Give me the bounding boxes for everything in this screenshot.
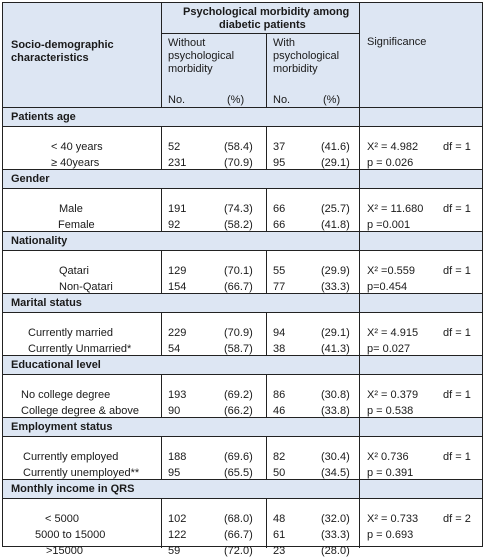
with-count: 66 [273, 219, 286, 231]
with-count: 50 [273, 467, 286, 479]
without-count: 92 [168, 219, 181, 231]
with-count: 37 [273, 141, 286, 153]
with-count: 82 [273, 451, 286, 463]
row-label: Male [59, 203, 83, 215]
without-percent: (69.6) [224, 451, 253, 463]
with-percent: (30.8) [321, 389, 350, 401]
section-title-background [3, 170, 482, 188]
significance-value: p = 0.026 [367, 157, 414, 169]
significance-value: p =0.001 [367, 219, 411, 231]
vline-body-left [161, 250, 162, 293]
vline-body-left [161, 126, 162, 169]
row-label: Currently married [28, 327, 113, 339]
without-percent: (70.1) [224, 265, 253, 277]
header-socio-line1: Socio-demographic [11, 39, 114, 51]
row-label: < 5000 [45, 513, 79, 525]
without-count: 188 [168, 451, 187, 463]
significance-value: p= 0.027 [367, 343, 411, 355]
vline-body-left [161, 498, 162, 548]
significance-value: X² = 4.982 [367, 141, 419, 153]
vline-body-middle [266, 250, 267, 293]
header-morbidity-line1: Psychological morbidity among [183, 6, 350, 18]
hline-section-title [3, 188, 482, 189]
header-with-line2: psychological [273, 50, 340, 62]
hline-header-sub [161, 33, 360, 34]
without-count: 54 [168, 343, 181, 355]
significance-value: X² = 11.680 [367, 203, 424, 215]
header-without-pct: (%) [227, 94, 245, 106]
row-label: Currently employed [23, 451, 119, 463]
section-title: Marital status [11, 297, 82, 309]
degrees-of-freedom: df = 1 [443, 203, 471, 215]
without-count: 154 [168, 281, 187, 293]
vline-header-right [359, 3, 360, 107]
with-count: 46 [273, 405, 286, 417]
header-without-no: No. [168, 94, 186, 106]
without-count: 193 [168, 389, 187, 401]
with-percent: (33.3) [321, 281, 350, 293]
with-percent: (32.0) [321, 513, 350, 525]
header-with-line3: morbidity [273, 63, 318, 75]
vline-body-middle [266, 312, 267, 355]
vline-body-middle [266, 436, 267, 479]
with-count: 48 [273, 513, 286, 525]
degrees-of-freedom: df = 2 [443, 513, 471, 525]
significance-value: X² = 4.915 [367, 327, 419, 339]
without-percent: (69.2) [224, 389, 253, 401]
section-title: Nationality [11, 235, 68, 247]
section-title-background [3, 232, 482, 250]
vline-body-right [359, 355, 360, 417]
with-count: 86 [273, 389, 286, 401]
without-percent: (68.0) [224, 513, 253, 525]
without-percent: (66.7) [224, 529, 253, 541]
vline-body-left [161, 374, 162, 417]
vline-body-middle [266, 498, 267, 548]
without-percent: (70.9) [224, 157, 253, 169]
hline-section-title [3, 126, 482, 127]
without-count: 229 [168, 327, 187, 339]
hline-section-title [3, 374, 482, 375]
header-significance: Significance [367, 36, 427, 48]
row-label: ≥ 40years [51, 157, 100, 169]
without-count: 191 [168, 203, 187, 215]
header-socio-line2: characteristics [11, 52, 89, 64]
hline-section-title [3, 312, 482, 313]
without-count: 90 [168, 405, 181, 417]
data-table [2, 2, 483, 557]
without-percent: (58.4) [224, 141, 253, 153]
section-title: Educational level [11, 359, 101, 371]
row-label: 5000 to 15000 [35, 529, 106, 541]
with-percent: (29.1) [321, 327, 350, 339]
header-morbidity-line2: diabetic patients [219, 19, 306, 31]
significance-value: p = 0.391 [367, 467, 414, 479]
vline-body-right [359, 417, 360, 479]
vline-body-right [359, 293, 360, 355]
hline-section-title [3, 436, 482, 437]
with-percent: (41.3) [321, 343, 350, 355]
vline-header-middle [266, 33, 267, 107]
vline-body-middle [266, 188, 267, 231]
header-with-no: No. [273, 94, 291, 106]
significance-value: p = 0.693 [367, 529, 414, 541]
with-count: 66 [273, 203, 286, 215]
vline-body-left [161, 188, 162, 231]
header-with-line1: With [273, 37, 295, 49]
vline-body-right [359, 107, 360, 169]
row-label: No college degree [21, 389, 111, 401]
significance-value: X² = 0.733 [367, 513, 419, 525]
without-count: 102 [168, 513, 187, 525]
vline-body-right [359, 479, 360, 548]
without-percent: (58.7) [224, 343, 253, 355]
with-percent: (33.3) [321, 529, 350, 541]
without-count: 52 [168, 141, 181, 153]
vline-body-right [359, 231, 360, 293]
vline-body-left [161, 312, 162, 355]
degrees-of-freedom: df = 1 [443, 327, 471, 339]
without-percent: (70.9) [224, 327, 253, 339]
without-percent: (66.7) [224, 281, 253, 293]
significance-value: p = 0.538 [367, 405, 414, 417]
header-with-pct: (%) [323, 94, 341, 106]
without-count: 231 [168, 157, 187, 169]
hline-section-title [3, 250, 482, 251]
with-percent: (34.5) [321, 467, 350, 479]
without-count: 129 [168, 265, 187, 277]
degrees-of-freedom: df = 1 [443, 451, 471, 463]
vline-header-left [161, 3, 162, 107]
significance-value: X² 0.736 [367, 451, 409, 463]
with-percent: (29.9) [321, 265, 350, 277]
with-count: 23 [273, 545, 286, 557]
vline-body-middle [266, 374, 267, 417]
header-without-line2: psychological [168, 50, 235, 62]
significance-value: X² =0.559 [367, 265, 416, 277]
without-count: 59 [168, 545, 181, 557]
with-count: 55 [273, 265, 286, 277]
row-label: Female [58, 219, 95, 231]
row-label: Qatari [59, 265, 89, 277]
vline-body-right [359, 169, 360, 231]
without-count: 122 [168, 529, 187, 541]
significance-value: p=0.454 [367, 281, 408, 293]
section-title: Gender [11, 173, 50, 185]
degrees-of-freedom: df = 1 [443, 141, 471, 153]
with-percent: (28.0) [321, 545, 350, 557]
section-title: Monthly income in QRS [11, 483, 135, 495]
row-label: < 40 years [51, 141, 103, 153]
vline-body-left [161, 436, 162, 479]
with-count: 38 [273, 343, 286, 355]
with-percent: (25.7) [321, 203, 350, 215]
with-count: 61 [273, 529, 286, 541]
hline-section-title [3, 498, 482, 499]
without-count: 95 [168, 467, 181, 479]
without-percent: (72.0) [224, 545, 253, 557]
with-percent: (30.4) [321, 451, 350, 463]
with-percent: (41.6) [321, 141, 350, 153]
vline-body-middle [266, 126, 267, 169]
with-count: 77 [273, 281, 286, 293]
header-without-line1: Without [168, 37, 206, 49]
with-count: 94 [273, 327, 286, 339]
section-title: Employment status [11, 421, 113, 433]
with-percent: (41.8) [321, 219, 350, 231]
without-percent: (74.3) [224, 203, 253, 215]
row-label: College degree & above [21, 405, 140, 417]
without-percent: (66.2) [224, 405, 253, 417]
with-percent: (33.8) [321, 405, 350, 417]
degrees-of-freedom: df = 1 [443, 265, 471, 277]
with-count: 95 [273, 157, 286, 169]
significance-value: X² = 0.379 [367, 389, 419, 401]
without-percent: (65.5) [224, 467, 253, 479]
row-label: Non-Qatari [59, 281, 113, 293]
row-label: Currently Unmarried* [28, 343, 132, 355]
row-label: >15000 [46, 545, 84, 557]
degrees-of-freedom: df = 1 [443, 389, 471, 401]
section-title: Patients age [11, 111, 76, 123]
without-percent: (58.2) [224, 219, 253, 231]
header-without-line3: morbidity [168, 63, 213, 75]
with-percent: (29.1) [321, 157, 350, 169]
row-label: Currently unemployed** [23, 467, 140, 479]
